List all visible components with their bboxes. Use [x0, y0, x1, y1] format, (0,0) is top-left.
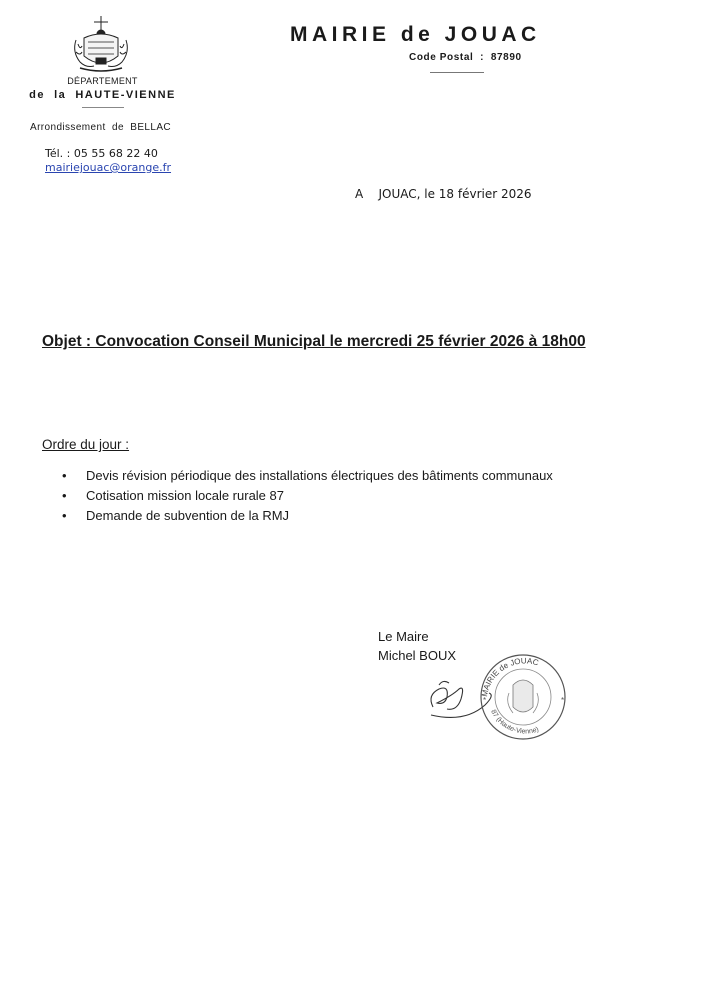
list-item	[62, 466, 553, 486]
arrondissement: Arrondissement de BELLAC	[30, 122, 172, 133]
page-title: MAIRIE de JOUAC	[290, 23, 541, 46]
telephone: Tél. : 05 55 68 22 40	[45, 147, 158, 160]
signatory-title: Le Maire	[378, 629, 429, 644]
letter-subject: Objet : Convocation Conseil Municipal le mercredi 25 février 2026 à 18h00	[42, 333, 586, 350]
date-line: A JOUAC, le 18 février 2026	[355, 187, 532, 201]
stamp-text-bottom: 87 (Haute-Vienne)	[489, 708, 540, 736]
agenda-item-1: Devis révision périodique des installations électriques des bâtiments communaux	[86, 468, 553, 483]
svg-text:87 (Haute-Vienne)	[489, 709, 540, 736]
agenda-item-3: Demande de subvention de la RMJ	[86, 508, 290, 523]
svg-text:*: *	[483, 696, 487, 705]
stamp-text-top: MAIRIE de JOUAC	[479, 656, 540, 698]
stamp-icon	[480, 655, 565, 739]
bullet-icon: •	[62, 508, 67, 523]
signatory-name: Michel BOUX	[378, 648, 457, 663]
bullet-icon: •	[62, 488, 67, 503]
coat-of-arms-icon	[70, 14, 132, 74]
email-link[interactable]: mairiejouac@orange.fr	[45, 161, 172, 174]
agenda-heading: Ordre du jour :	[42, 437, 130, 452]
svg-text:*: *	[561, 696, 565, 705]
departement-label: DÉPARTEMENT	[67, 76, 138, 86]
signature-and-stamp	[425, 645, 570, 745]
departement-divider	[82, 107, 124, 108]
list-item	[62, 486, 553, 506]
code-postal: Code Postal : 87890	[409, 52, 522, 63]
code-postal-divider	[430, 72, 484, 73]
agenda-list	[62, 466, 553, 526]
agenda-item-2: Cotisation mission locale rurale 87	[86, 488, 284, 503]
bullet-icon: •	[62, 468, 67, 483]
departement-name: de la HAUTE-VIENNE	[29, 89, 176, 101]
list-item	[62, 506, 553, 526]
